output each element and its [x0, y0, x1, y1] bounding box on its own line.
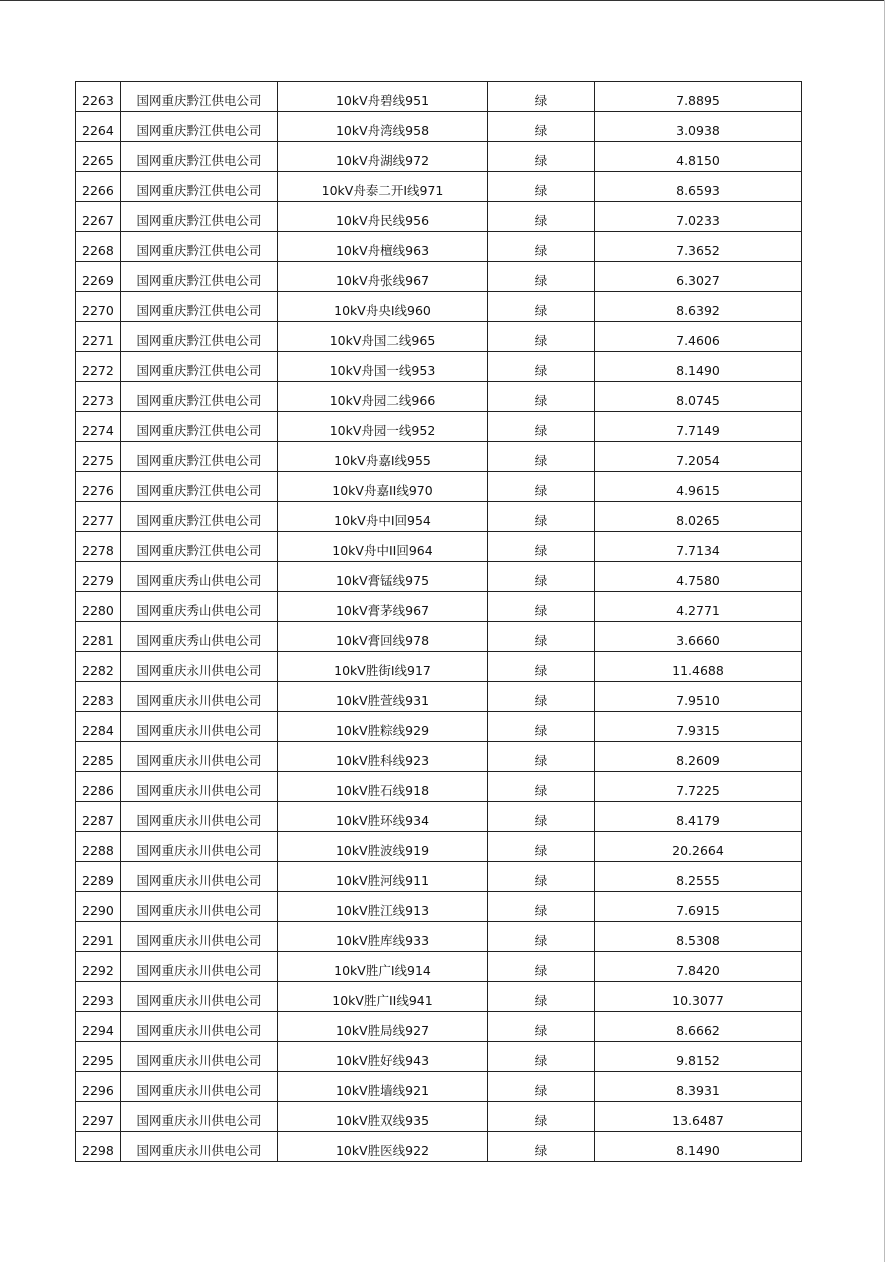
value-cell: 8.1490	[595, 352, 802, 382]
line-name-cell: 10kV舟中II回964	[278, 532, 488, 562]
row-number-cell: 2272	[76, 352, 121, 382]
table-row	[76, 142, 802, 172]
value-cell: 7.7134	[595, 532, 802, 562]
line-name-cell: 10kV舟嘉II线970	[278, 472, 488, 502]
value-cell: 9.8152	[595, 1042, 802, 1072]
company-name-cell: 国网重庆永川供电公司	[121, 832, 278, 862]
status-color-cell: 绿	[488, 682, 595, 712]
value-cell: 7.3652	[595, 232, 802, 262]
line-name-cell: 10kV舟檀线963	[278, 232, 488, 262]
status-color-cell: 绿	[488, 1012, 595, 1042]
row-number-cell: 2274	[76, 412, 121, 442]
company-name-cell: 国网重庆黔江供电公司	[121, 532, 278, 562]
status-color-cell: 绿	[488, 202, 595, 232]
table-row	[76, 112, 802, 142]
company-name-cell: 国网重庆秀山供电公司	[121, 622, 278, 652]
line-name-cell: 10kV胜街I线917	[278, 652, 488, 682]
status-color-cell: 绿	[488, 142, 595, 172]
row-number-cell: 2294	[76, 1012, 121, 1042]
row-number-cell: 2287	[76, 802, 121, 832]
company-name-cell: 国网重庆黔江供电公司	[121, 322, 278, 352]
table-row	[76, 952, 802, 982]
row-number-cell: 2290	[76, 892, 121, 922]
status-color-cell: 绿	[488, 382, 595, 412]
row-number-cell: 2265	[76, 142, 121, 172]
line-name-cell: 10kV膏茅线967	[278, 592, 488, 622]
status-color-cell: 绿	[488, 862, 595, 892]
table-row	[76, 652, 802, 682]
table-row	[76, 802, 802, 832]
row-number-cell: 2279	[76, 562, 121, 592]
value-cell: 7.9315	[595, 712, 802, 742]
line-name-cell: 10kV舟中I回954	[278, 502, 488, 532]
status-color-cell: 绿	[488, 412, 595, 442]
table-row	[76, 1102, 802, 1132]
company-name-cell: 国网重庆黔江供电公司	[121, 442, 278, 472]
table-row	[76, 532, 802, 562]
line-name-cell: 10kV舟嘉I线955	[278, 442, 488, 472]
value-cell: 7.4606	[595, 322, 802, 352]
company-name-cell: 国网重庆永川供电公司	[121, 1072, 278, 1102]
row-number-cell: 2286	[76, 772, 121, 802]
value-cell: 8.0265	[595, 502, 802, 532]
table-row	[76, 202, 802, 232]
table-row	[76, 862, 802, 892]
table-row	[76, 712, 802, 742]
line-name-cell: 10kV胜石线918	[278, 772, 488, 802]
table-row	[76, 82, 802, 112]
line-name-cell: 10kV胜医线922	[278, 1132, 488, 1162]
line-name-cell: 10kV舟碧线951	[278, 82, 488, 112]
table-row	[76, 232, 802, 262]
status-color-cell: 绿	[488, 1132, 595, 1162]
status-color-cell: 绿	[488, 712, 595, 742]
value-cell: 7.7149	[595, 412, 802, 442]
value-cell: 4.7580	[595, 562, 802, 592]
page-right-edge	[884, 0, 885, 1262]
table-row	[76, 352, 802, 382]
value-cell: 7.6915	[595, 892, 802, 922]
table-row	[76, 832, 802, 862]
line-name-cell: 10kV舟园一线952	[278, 412, 488, 442]
table-row	[76, 412, 802, 442]
status-color-cell: 绿	[488, 112, 595, 142]
line-name-cell: 10kV舟张线967	[278, 262, 488, 292]
line-name-cell: 10kV舟泰二开I线971	[278, 172, 488, 202]
status-color-cell: 绿	[488, 1072, 595, 1102]
row-number-cell: 2280	[76, 592, 121, 622]
table-row	[76, 742, 802, 772]
company-name-cell: 国网重庆秀山供电公司	[121, 592, 278, 622]
status-color-cell: 绿	[488, 502, 595, 532]
table-row	[76, 1012, 802, 1042]
company-name-cell: 国网重庆黔江供电公司	[121, 262, 278, 292]
company-name-cell: 国网重庆永川供电公司	[121, 772, 278, 802]
company-name-cell: 国网重庆永川供电公司	[121, 862, 278, 892]
value-cell: 7.0233	[595, 202, 802, 232]
row-number-cell: 2295	[76, 1042, 121, 1072]
row-number-cell: 2268	[76, 232, 121, 262]
table-row	[76, 622, 802, 652]
table-row	[76, 472, 802, 502]
line-name-cell: 10kV舟园二线966	[278, 382, 488, 412]
company-name-cell: 国网重庆永川供电公司	[121, 892, 278, 922]
table-row	[76, 442, 802, 472]
value-cell: 3.6660	[595, 622, 802, 652]
line-name-cell: 10kV胜科线923	[278, 742, 488, 772]
power-line-table	[75, 81, 802, 1162]
line-name-cell: 10kV胜萱线931	[278, 682, 488, 712]
status-color-cell: 绿	[488, 922, 595, 952]
table-row	[76, 262, 802, 292]
line-name-cell: 10kV膏锰线975	[278, 562, 488, 592]
row-number-cell: 2266	[76, 172, 121, 202]
company-name-cell: 国网重庆永川供电公司	[121, 802, 278, 832]
line-name-cell: 10kV胜粽线929	[278, 712, 488, 742]
line-name-cell: 10kV膏回线978	[278, 622, 488, 652]
table-row	[76, 922, 802, 952]
table-body	[76, 82, 802, 1162]
status-color-cell: 绿	[488, 232, 595, 262]
row-number-cell: 2264	[76, 112, 121, 142]
status-color-cell: 绿	[488, 802, 595, 832]
row-number-cell: 2283	[76, 682, 121, 712]
company-name-cell: 国网重庆黔江供电公司	[121, 352, 278, 382]
row-number-cell: 2285	[76, 742, 121, 772]
company-name-cell: 国网重庆永川供电公司	[121, 952, 278, 982]
table-row	[76, 1072, 802, 1102]
value-cell: 4.8150	[595, 142, 802, 172]
line-name-cell: 10kV舟央I线960	[278, 292, 488, 322]
table-row	[76, 772, 802, 802]
line-name-cell: 10kV胜库线933	[278, 922, 488, 952]
status-color-cell: 绿	[488, 562, 595, 592]
company-name-cell: 国网重庆黔江供电公司	[121, 382, 278, 412]
value-cell: 8.2609	[595, 742, 802, 772]
line-name-cell: 10kV胜墙线921	[278, 1072, 488, 1102]
row-number-cell: 2275	[76, 442, 121, 472]
status-color-cell: 绿	[488, 1042, 595, 1072]
value-cell: 8.5308	[595, 922, 802, 952]
row-number-cell: 2293	[76, 982, 121, 1012]
row-number-cell: 2269	[76, 262, 121, 292]
value-cell: 7.8420	[595, 952, 802, 982]
line-name-cell: 10kV胜环线934	[278, 802, 488, 832]
value-cell: 20.2664	[595, 832, 802, 862]
company-name-cell: 国网重庆黔江供电公司	[121, 232, 278, 262]
table-row	[76, 1042, 802, 1072]
status-color-cell: 绿	[488, 262, 595, 292]
table-row	[76, 172, 802, 202]
row-number-cell: 2278	[76, 532, 121, 562]
company-name-cell: 国网重庆永川供电公司	[121, 922, 278, 952]
status-color-cell: 绿	[488, 352, 595, 382]
page-top-border	[0, 0, 884, 1]
status-color-cell: 绿	[488, 952, 595, 982]
table-row	[76, 892, 802, 922]
company-name-cell: 国网重庆黔江供电公司	[121, 142, 278, 172]
status-color-cell: 绿	[488, 892, 595, 922]
line-name-cell: 10kV胜波线919	[278, 832, 488, 862]
row-number-cell: 2298	[76, 1132, 121, 1162]
value-cell: 8.6662	[595, 1012, 802, 1042]
status-color-cell: 绿	[488, 82, 595, 112]
line-name-cell: 10kV胜广II线941	[278, 982, 488, 1012]
line-name-cell: 10kV舟湖线972	[278, 142, 488, 172]
company-name-cell: 国网重庆永川供电公司	[121, 682, 278, 712]
status-color-cell: 绿	[488, 532, 595, 562]
line-name-cell: 10kV舟民线956	[278, 202, 488, 232]
value-cell: 8.6593	[595, 172, 802, 202]
row-number-cell: 2273	[76, 382, 121, 412]
status-color-cell: 绿	[488, 982, 595, 1012]
status-color-cell: 绿	[488, 1102, 595, 1132]
line-name-cell: 10kV胜双线935	[278, 1102, 488, 1132]
status-color-cell: 绿	[488, 442, 595, 472]
status-color-cell: 绿	[488, 622, 595, 652]
row-number-cell: 2288	[76, 832, 121, 862]
company-name-cell: 国网重庆永川供电公司	[121, 742, 278, 772]
line-name-cell: 10kV胜江线913	[278, 892, 488, 922]
row-number-cell: 2291	[76, 922, 121, 952]
company-name-cell: 国网重庆黔江供电公司	[121, 112, 278, 142]
line-name-cell: 10kV胜好线943	[278, 1042, 488, 1072]
value-cell: 11.4688	[595, 652, 802, 682]
value-cell: 8.1490	[595, 1132, 802, 1162]
table-row	[76, 1132, 802, 1162]
value-cell: 3.0938	[595, 112, 802, 142]
company-name-cell: 国网重庆黔江供电公司	[121, 472, 278, 502]
value-cell: 7.9510	[595, 682, 802, 712]
company-name-cell: 国网重庆秀山供电公司	[121, 562, 278, 592]
company-name-cell: 国网重庆永川供电公司	[121, 1102, 278, 1132]
table-row	[76, 382, 802, 412]
line-name-cell: 10kV胜广I线914	[278, 952, 488, 982]
value-cell: 7.2054	[595, 442, 802, 472]
value-cell: 6.3027	[595, 262, 802, 292]
row-number-cell: 2292	[76, 952, 121, 982]
value-cell: 8.0745	[595, 382, 802, 412]
row-number-cell: 2277	[76, 502, 121, 532]
value-cell: 10.3077	[595, 982, 802, 1012]
status-color-cell: 绿	[488, 472, 595, 502]
status-color-cell: 绿	[488, 292, 595, 322]
status-color-cell: 绿	[488, 832, 595, 862]
line-name-cell: 10kV舟国二线965	[278, 322, 488, 352]
status-color-cell: 绿	[488, 772, 595, 802]
row-number-cell: 2297	[76, 1102, 121, 1132]
company-name-cell: 国网重庆永川供电公司	[121, 712, 278, 742]
value-cell: 8.3931	[595, 1072, 802, 1102]
company-name-cell: 国网重庆黔江供电公司	[121, 412, 278, 442]
row-number-cell: 2289	[76, 862, 121, 892]
table-row	[76, 562, 802, 592]
row-number-cell: 2263	[76, 82, 121, 112]
value-cell: 7.7225	[595, 772, 802, 802]
table-row	[76, 682, 802, 712]
row-number-cell: 2270	[76, 292, 121, 322]
company-name-cell: 国网重庆黔江供电公司	[121, 82, 278, 112]
row-number-cell: 2284	[76, 712, 121, 742]
value-cell: 4.2771	[595, 592, 802, 622]
row-number-cell: 2281	[76, 622, 121, 652]
company-name-cell: 国网重庆永川供电公司	[121, 652, 278, 682]
company-name-cell: 国网重庆永川供电公司	[121, 1132, 278, 1162]
status-color-cell: 绿	[488, 742, 595, 772]
line-name-cell: 10kV舟国一线953	[278, 352, 488, 382]
company-name-cell: 国网重庆永川供电公司	[121, 1042, 278, 1072]
row-number-cell: 2282	[76, 652, 121, 682]
line-name-cell: 10kV胜局线927	[278, 1012, 488, 1042]
value-cell: 8.6392	[595, 292, 802, 322]
status-color-cell: 绿	[488, 592, 595, 622]
row-number-cell: 2267	[76, 202, 121, 232]
row-number-cell: 2276	[76, 472, 121, 502]
status-color-cell: 绿	[488, 172, 595, 202]
table-row	[76, 292, 802, 322]
company-name-cell: 国网重庆黔江供电公司	[121, 502, 278, 532]
row-number-cell: 2271	[76, 322, 121, 352]
table-row	[76, 982, 802, 1012]
table-row	[76, 322, 802, 352]
row-number-cell: 2296	[76, 1072, 121, 1102]
table-row	[76, 502, 802, 532]
line-name-cell: 10kV胜河线911	[278, 862, 488, 892]
line-name-cell: 10kV舟湾线958	[278, 112, 488, 142]
value-cell: 7.8895	[595, 82, 802, 112]
value-cell: 4.9615	[595, 472, 802, 502]
company-name-cell: 国网重庆黔江供电公司	[121, 172, 278, 202]
table-row	[76, 592, 802, 622]
status-color-cell: 绿	[488, 322, 595, 352]
company-name-cell: 国网重庆永川供电公司	[121, 1012, 278, 1042]
value-cell: 13.6487	[595, 1102, 802, 1132]
company-name-cell: 国网重庆黔江供电公司	[121, 292, 278, 322]
status-color-cell: 绿	[488, 652, 595, 682]
value-cell: 8.2555	[595, 862, 802, 892]
company-name-cell: 国网重庆永川供电公司	[121, 982, 278, 1012]
company-name-cell: 国网重庆黔江供电公司	[121, 202, 278, 232]
value-cell: 8.4179	[595, 802, 802, 832]
